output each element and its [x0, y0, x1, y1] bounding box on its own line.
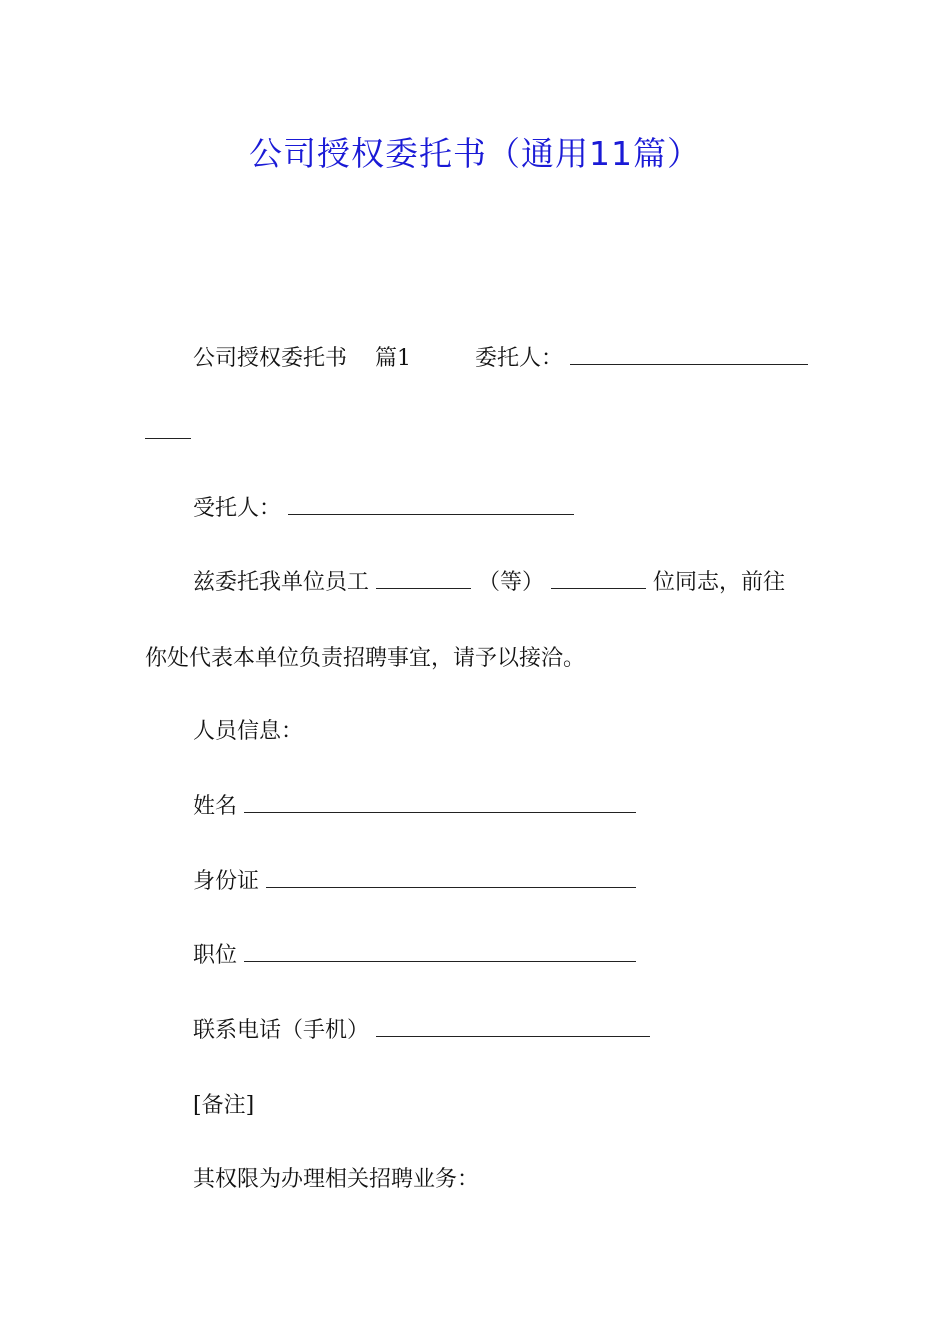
id-line: [193, 867, 636, 897]
document-title: 公司授权委托书（通用11篇）: [249, 134, 701, 173]
para1-line2: 你处代表本单位负责招聘事宜，请予以接洽。: [145, 646, 586, 671]
employee-name-blank[interactable]: [376, 568, 471, 589]
para1-part2: （等）: [478, 570, 545, 595]
remarks-line: [193, 1091, 254, 1121]
authority-line: [193, 1165, 479, 1195]
section-number: 篇1: [375, 346, 412, 371]
info-heading: 人员信息：: [193, 719, 304, 744]
paragraph-1-line-1: [193, 568, 785, 598]
name-label: 姓名: [193, 794, 238, 819]
section-heading-line: [193, 344, 808, 374]
principal-label: 委托人：: [475, 346, 564, 371]
position-blank[interactable]: [244, 941, 636, 962]
info-heading-line: [193, 717, 303, 747]
paragraph-1-line-2: [145, 644, 585, 674]
principal-blank[interactable]: [570, 344, 808, 365]
employee-count-blank[interactable]: [551, 568, 646, 589]
agent-line: [193, 494, 574, 524]
principal-blank-continuation-line: [145, 418, 191, 448]
remarks-label: [备注]: [193, 1093, 255, 1118]
agent-blank[interactable]: [288, 494, 574, 515]
name-blank[interactable]: [244, 792, 636, 813]
id-blank[interactable]: [266, 867, 636, 888]
para1-part1: 兹委托我单位员工: [193, 570, 370, 595]
principal-blank-continuation[interactable]: [145, 418, 191, 439]
phone-label: 联系电话（手机）: [193, 1018, 370, 1043]
position-line: [193, 941, 636, 971]
phone-blank[interactable]: [376, 1016, 650, 1037]
agent-label: 受托人：: [193, 496, 282, 521]
section-heading: 公司授权委托书: [193, 346, 348, 371]
name-line: [193, 792, 636, 822]
phone-line: [193, 1016, 650, 1046]
authority-text: 其权限为办理相关招聘业务：: [193, 1167, 480, 1192]
para1-part3: 位同志，前往: [653, 570, 786, 595]
position-label: 职位: [193, 943, 238, 968]
id-label: 身份证: [193, 869, 260, 894]
